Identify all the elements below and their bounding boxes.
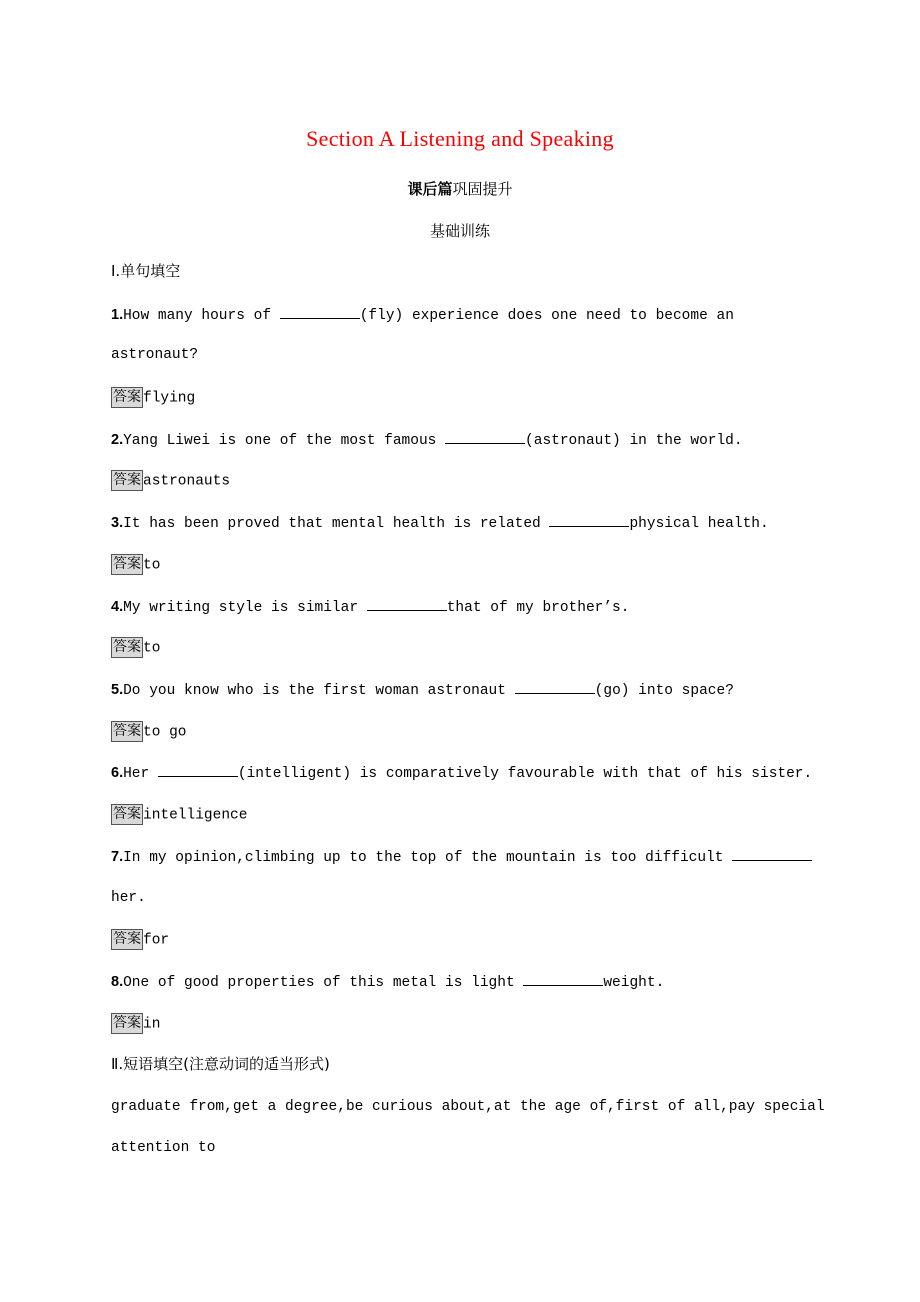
answer-badge: 答案 xyxy=(111,804,143,825)
subtitle-bold: 课后篇 xyxy=(407,180,453,198)
answer-blank[interactable] xyxy=(445,429,525,444)
phrase-list-line1: graduate from,get a degree,be curious about,at the age of,first of all,pay special xyxy=(111,1099,825,1115)
question-7-cont: her. xyxy=(111,890,146,906)
answer-badge: 答案 xyxy=(111,721,143,742)
section1-heading: Ⅰ.单句填空 xyxy=(111,262,181,280)
answer-blank[interactable] xyxy=(280,304,360,319)
answer-5: 答案 to go xyxy=(113,723,187,741)
answer-badge: 答案 xyxy=(111,387,143,408)
question-4: 4.My writing style is similar that of my brother’s. xyxy=(111,596,629,618)
answer-blank[interactable] xyxy=(515,679,595,694)
subtitle xyxy=(0,178,920,199)
question-1-cont: astronaut? xyxy=(111,347,199,363)
answer-blank[interactable] xyxy=(367,596,447,611)
answer-blank[interactable] xyxy=(523,971,603,986)
answer-2: 答案 astronauts xyxy=(113,472,231,490)
question-1: 1.How many hours of (fly) experience does one need to become an xyxy=(111,304,734,326)
answer-badge: 答案 xyxy=(111,554,143,575)
answer-blank[interactable] xyxy=(732,846,812,861)
answer-4: 答案 to xyxy=(113,639,161,657)
phrase-list-line2: attention to xyxy=(111,1140,216,1156)
question-7: 7.In my opinion,climbing up to the top of the mountain is too difficult xyxy=(111,846,812,868)
answer-blank[interactable] xyxy=(549,512,629,527)
answer-7: 答案 for xyxy=(113,931,170,949)
answer-3: 答案 to xyxy=(113,556,161,574)
answer-badge: 答案 xyxy=(111,929,143,950)
answer-blank[interactable] xyxy=(158,762,238,777)
question-3: 3.It has been proved that mental health is related physical health. xyxy=(111,512,769,534)
answer-badge: 答案 xyxy=(111,1013,143,1034)
question-6: 6.Her (intelligent) is comparatively favourable with that of his sister. xyxy=(111,762,812,784)
question-2: 2.Yang Liwei is one of the most famous (astronaut) in the world. xyxy=(111,429,743,451)
page-title: Section A Listening and Speaking xyxy=(306,126,614,151)
answer-badge: 答案 xyxy=(111,470,143,491)
subtitle-rest: 巩固提升 xyxy=(452,180,513,198)
section-subtitle: 基础训练 xyxy=(429,222,490,240)
answer-6: 答案 intelligence xyxy=(113,806,248,824)
answer-8: 答案 in xyxy=(113,1015,161,1033)
section2-heading: Ⅱ.短语填空(注意动词的适当形式) xyxy=(111,1055,330,1073)
answer-1: 答案 flying xyxy=(113,389,196,407)
question-5: 5.Do you know who is the first woman astronaut (go) into space? xyxy=(111,679,734,701)
question-8: 8.One of good properties of this metal is light weight. xyxy=(111,971,664,993)
answer-badge: 答案 xyxy=(111,637,143,658)
